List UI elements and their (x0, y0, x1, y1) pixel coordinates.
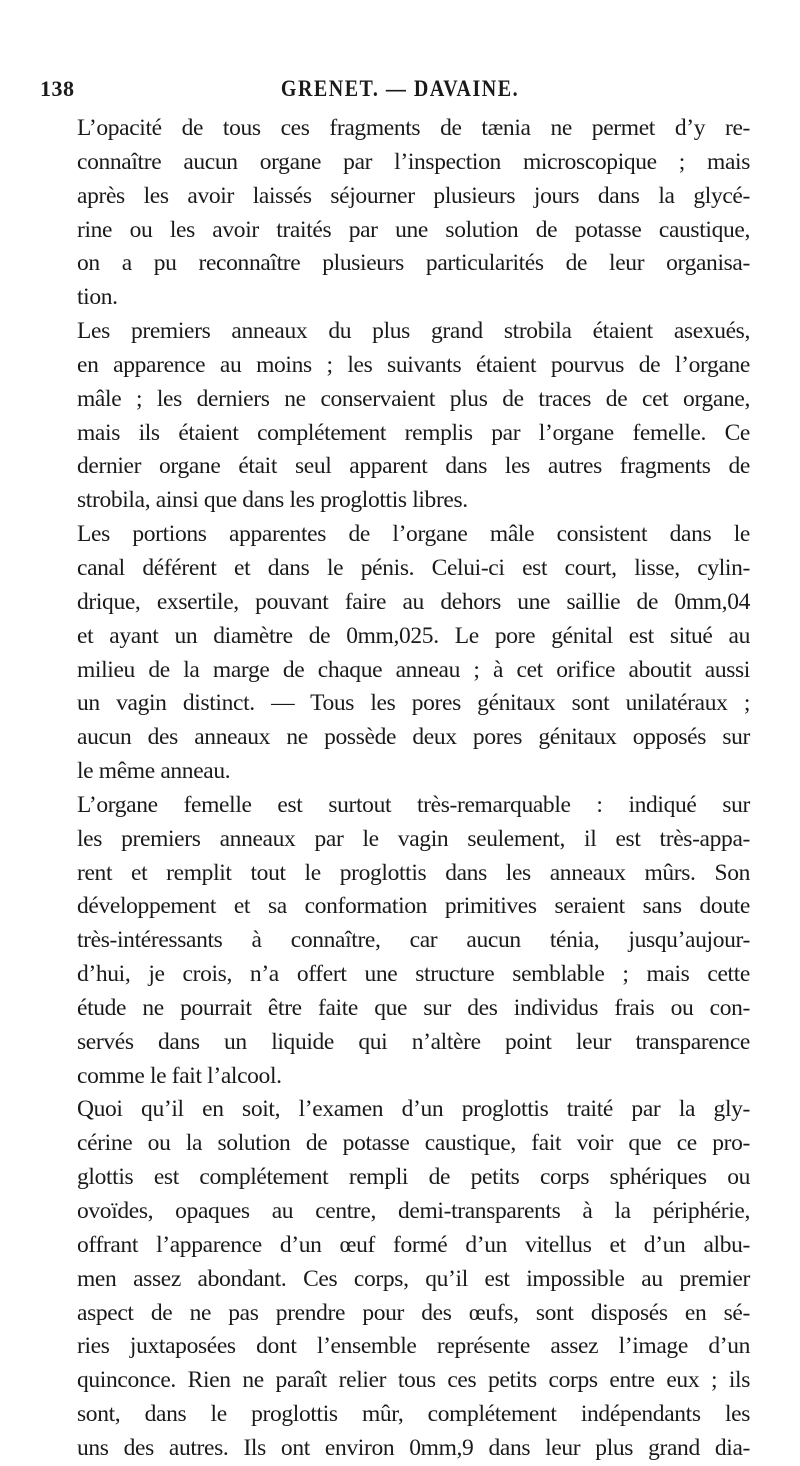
text-line: développement et sa conformation primitives seraient sans doute (77, 893, 750, 920)
text-line: Les premiers anneaux du plus grand strobila étaient asexués, (77, 318, 750, 345)
text-line: ovoïdes, opaques au centre, demi-transparents à la périphérie, (77, 1198, 750, 1224)
text-line: mâle ; les derniers ne conservaient plus de traces de cet organe, (77, 385, 750, 412)
text-line: rent et remplit tout le proglottis dans les anneaux mûrs. Son (77, 859, 750, 886)
paragraph (50, 789, 750, 1094)
text-line: aspect de ne pas prendre pour des œufs, sont disposés en sé- (77, 1299, 750, 1326)
running-title: GRENET. — DAVAINE. (280, 76, 520, 102)
text-line: sont, dans le proglottis mûr, complétement indépendants les (77, 1401, 750, 1428)
paragraph (50, 518, 750, 789)
text-line: comme le fait l’alcool. (77, 1062, 282, 1089)
text-line: offrant l’apparence d’un œuf formé d’un vitellus et d’un albu- (77, 1231, 750, 1258)
text-line: d’hui, je crois, n’a offert une structure semblable ; mais cette (77, 961, 750, 988)
text-line: en apparence au moins ; les suivants étaient pourvus de l’organe (77, 351, 750, 378)
paragraph (50, 1093, 750, 1465)
text-line: ries juxtaposées dont l’ensemble représente assez l’image d’un (77, 1333, 750, 1360)
text-line: et ayant un diamètre de 0mm,025. Le pore génital est situé au (77, 622, 750, 649)
body-text (50, 112, 750, 1466)
text-line: canal déférent et dans le pénis. Celui-ci est court, lisse, cylin- (77, 554, 750, 581)
text-line: men assez abondant. Ces corps, qu’il est impossible au premier (77, 1265, 750, 1292)
text-line: tion. (77, 284, 118, 311)
text-line: Les portions apparentes de l’organe mâle consistent dans le (77, 521, 750, 548)
paragraph (50, 315, 750, 518)
text-line: drique, exsertile, pouvant faire au dehors une saillie de 0mm,04 (77, 588, 750, 615)
text-line: cérine ou la solution de potasse caustique, fait voir que ce pro- (77, 1130, 750, 1157)
text-line: mais ils étaient complétement remplis par l’organe femelle. Ce (77, 419, 750, 446)
text-line: L’opacité de tous ces fragments de tænia ne permet d’y re- (77, 115, 750, 141)
text-line: un vagin distinct. — Tous les pores génitaux sont unilatéraux ; (77, 690, 750, 717)
text-line: dernier organe était seul apparent dans les autres fragments de (77, 453, 750, 480)
page-number: 138 (40, 76, 75, 101)
text-line: étude ne pourrait être faite que sur des individus frais ou con- (77, 994, 750, 1021)
text-line: glottis est complétement rempli de petits corps sphériques ou (77, 1164, 750, 1191)
text-line: connaître aucun organe par l’inspection microscopique ; mais (77, 148, 750, 175)
text-line: servés dans un liquide qui n’altère point leur transparence (77, 1028, 750, 1055)
text-line: après les avoir laissés séjourner plusieurs jours dans la glycé- (77, 182, 750, 209)
text-line: L’organe femelle est surtout très-remarquable : indiqué sur (77, 791, 750, 818)
paragraph (50, 112, 750, 315)
text-line: strobila, ainsi que dans les proglottis libres. (77, 487, 468, 514)
page-header (40, 72, 760, 106)
text-line: uns des autres. Ils ont environ 0mm,9 dans leur plus grand dia- (77, 1434, 750, 1461)
text-line: quinconce. Rien ne paraît relier tous ces petits corps entre eux ; ils (77, 1367, 750, 1394)
text-line: aucun des anneaux ne possède deux pores génitaux opposés sur (77, 724, 750, 751)
text-line: les premiers anneaux par le vagin seulement, il est très-appa- (77, 825, 750, 852)
text-line: très-intéressants à connaître, car aucun ténia, jusqu’aujour- (77, 927, 750, 954)
text-line: le même anneau. (77, 758, 231, 785)
text-line: Quoi qu’il en soit, l’examen d’un proglottis traité par la gly- (77, 1096, 750, 1123)
text-line: on a pu reconnaître plusieurs particularités de leur organisa- (77, 250, 750, 277)
text-line: rine ou les avoir traités par une solution de potasse caustique, (77, 216, 750, 243)
text-line: milieu de la marge de chaque anneau ; à cet orifice aboutit aussi (77, 656, 750, 683)
